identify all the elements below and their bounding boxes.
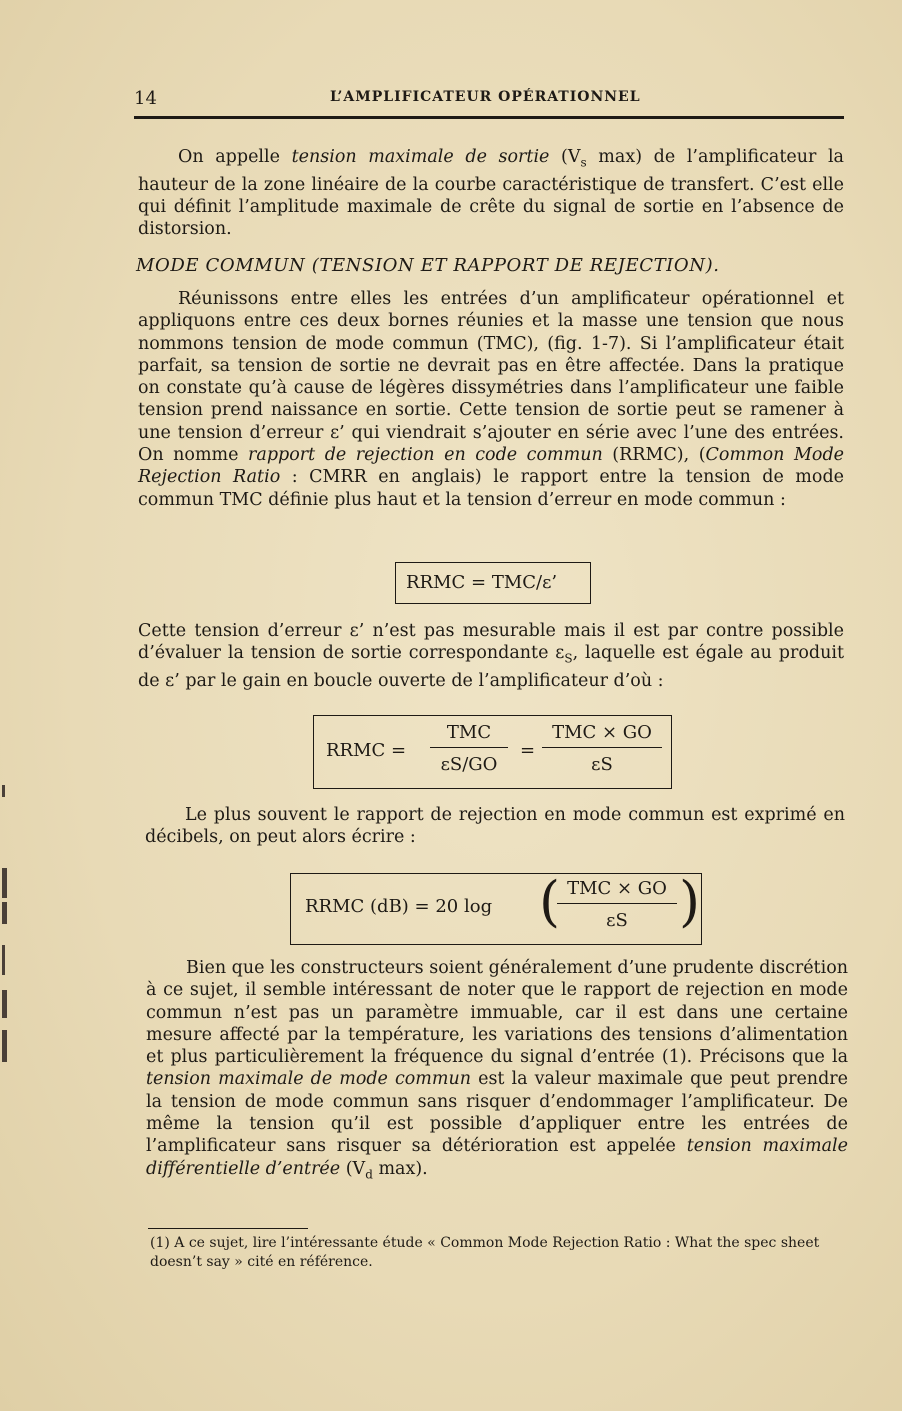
formula3-numerator: TMC × GO (557, 878, 677, 904)
para5-text-1: Bien que les constructeurs soient généralement d’une prudente discrétion à ce sujet, il semble intéressant de noter que le rapport de rejection en mode commun n’est pas un paramètre immuable, car il est dans une certaine mesure affecté par la température, les variations des tensions d’alimentation et plus particulièrement la fréquence du signal d’entrée (1). Précisons que la (146, 958, 848, 1068)
page-header (134, 86, 844, 114)
formula3-right-paren: ) (679, 870, 701, 933)
para1-text-3: max) de l’amplificateur la hauteur de la zone linéaire de la courbe caractéristique de transfert. C’est elle qui définit l’amplitude maximale de crête du signal de sortie en l’absence de distorsion. (138, 147, 844, 240)
formula-rrmc: RRMC = TMC/ε’ (406, 572, 558, 593)
binding-mark (2, 990, 7, 1018)
paragraph-constructeurs (146, 957, 848, 1185)
para1-term: tension maximale de sortie (291, 147, 550, 167)
para3-subscript: S (564, 651, 573, 666)
paragraph-vs-max (138, 146, 844, 241)
fraction1-numerator: TMC (430, 722, 508, 748)
formula-box-rrmc (395, 562, 591, 604)
para4-text: Le plus souvent le rapport de rejection en mode commun est exprimé en décibels, on peut alors écrire : (145, 805, 845, 848)
paragraph-mode-commun (138, 288, 844, 511)
fraction1-denominator: εS/GO (440, 754, 498, 775)
fraction2-numerator: TMC × GO (542, 722, 662, 748)
fraction2-denominator: εS (591, 754, 613, 775)
running-title: L’AMPLIFICATEUR OPÉRATIONNEL (330, 89, 641, 105)
para2-term-cmrr: Common Mode Rejection Ratio (138, 445, 844, 488)
binding-mark (2, 945, 5, 975)
para2-text-3: : CMRR en anglais) le rapport entre la tension de mode commun TMC définie plus haut et la tension d’erreur en mode commun : (138, 467, 845, 510)
para3-text-1: Cette tension d’erreur ε’ n’est pas mesurable mais il est par contre possible d’évaluer la tension de sortie correspondante ε (138, 621, 844, 664)
header-rule (134, 116, 844, 119)
section-heading: MODE COMMUN (TENSION ET RAPPORT DE REJECTION). (136, 255, 720, 276)
binding-mark (2, 868, 7, 898)
formula3-left-paren: ( (539, 870, 561, 933)
para1-subscript: s (580, 155, 587, 170)
para1-text-2: (V (549, 147, 581, 167)
binding-mark (2, 902, 7, 924)
footnote: (1) A ce sujet, lire l’intéressante étude « Common Mode Rejection Ratio : What the spec sheet doesn’t say » cité en référence. (150, 1235, 820, 1270)
formula2-fraction-1 (430, 722, 508, 775)
paragraph-erreur (138, 620, 844, 692)
para5-term-2: tension maximale différentielle d’entrée (146, 1136, 848, 1179)
formula3-fraction (557, 878, 677, 931)
para5-term-1: tension maximale de mode commun (146, 1069, 472, 1090)
formula2-equals: = (520, 740, 536, 761)
para5-text-2: est la valeur maximale que peut prendre la tension de mode commun sans risquer d’endommager l’amplificateur. De même la tension qu’il est possible d’appliquer entre les entrées de l’amplificateur sans risquer sa détérioration est appelée (146, 1069, 848, 1157)
para2-text-1: Réunissons entre elles les entrées d’un amplificateur opérationnel et appliquons entre ces deux bornes réunies et la masse une tension que nous nommons tension de mode commun (TMC), (fig. 1-7). Si l’amplificateur était parfait, sa tension de sortie ne devrait pas en être affectée. Dans la pratique on constate qu’à cause de légères dissymétries dans l’amplificateur une faible tension prend naissance en sortie. Cette tension de sortie peut se ramener à une tension d’erreur ε’ qui viendrait s’ajouter en série avec l’une des entrées. On nomme (138, 289, 844, 466)
para1-text-1: On appelle (178, 147, 292, 167)
formula2-fraction-2 (542, 722, 662, 775)
formula3-lhs: RRMC (dB) = 20 log (305, 896, 493, 917)
binding-mark (2, 785, 5, 797)
formula3-denominator: εS (606, 910, 628, 931)
para3-text-2: , laquelle est égale au produit de ε’ par le gain en boucle ouverte de l’amplificateur d’où : (138, 643, 844, 692)
para5-text-3: (V (340, 1158, 366, 1179)
para2-text-2: (RRMC), ( (602, 445, 706, 466)
footnote-rule (148, 1228, 308, 1229)
para2-term-rrmc: rapport de rejection en code commun (248, 445, 603, 466)
formula2-lhs: RRMC = (326, 740, 407, 761)
formula-box-rrmc-db (290, 870, 702, 945)
page-number: 14 (134, 88, 157, 109)
paragraph-decibels (145, 804, 845, 849)
para5-subscript: d (365, 1167, 373, 1182)
formula-box-rrmc-gain (313, 715, 672, 789)
binding-mark (2, 1030, 7, 1062)
para5-text-4: max). (372, 1158, 428, 1179)
